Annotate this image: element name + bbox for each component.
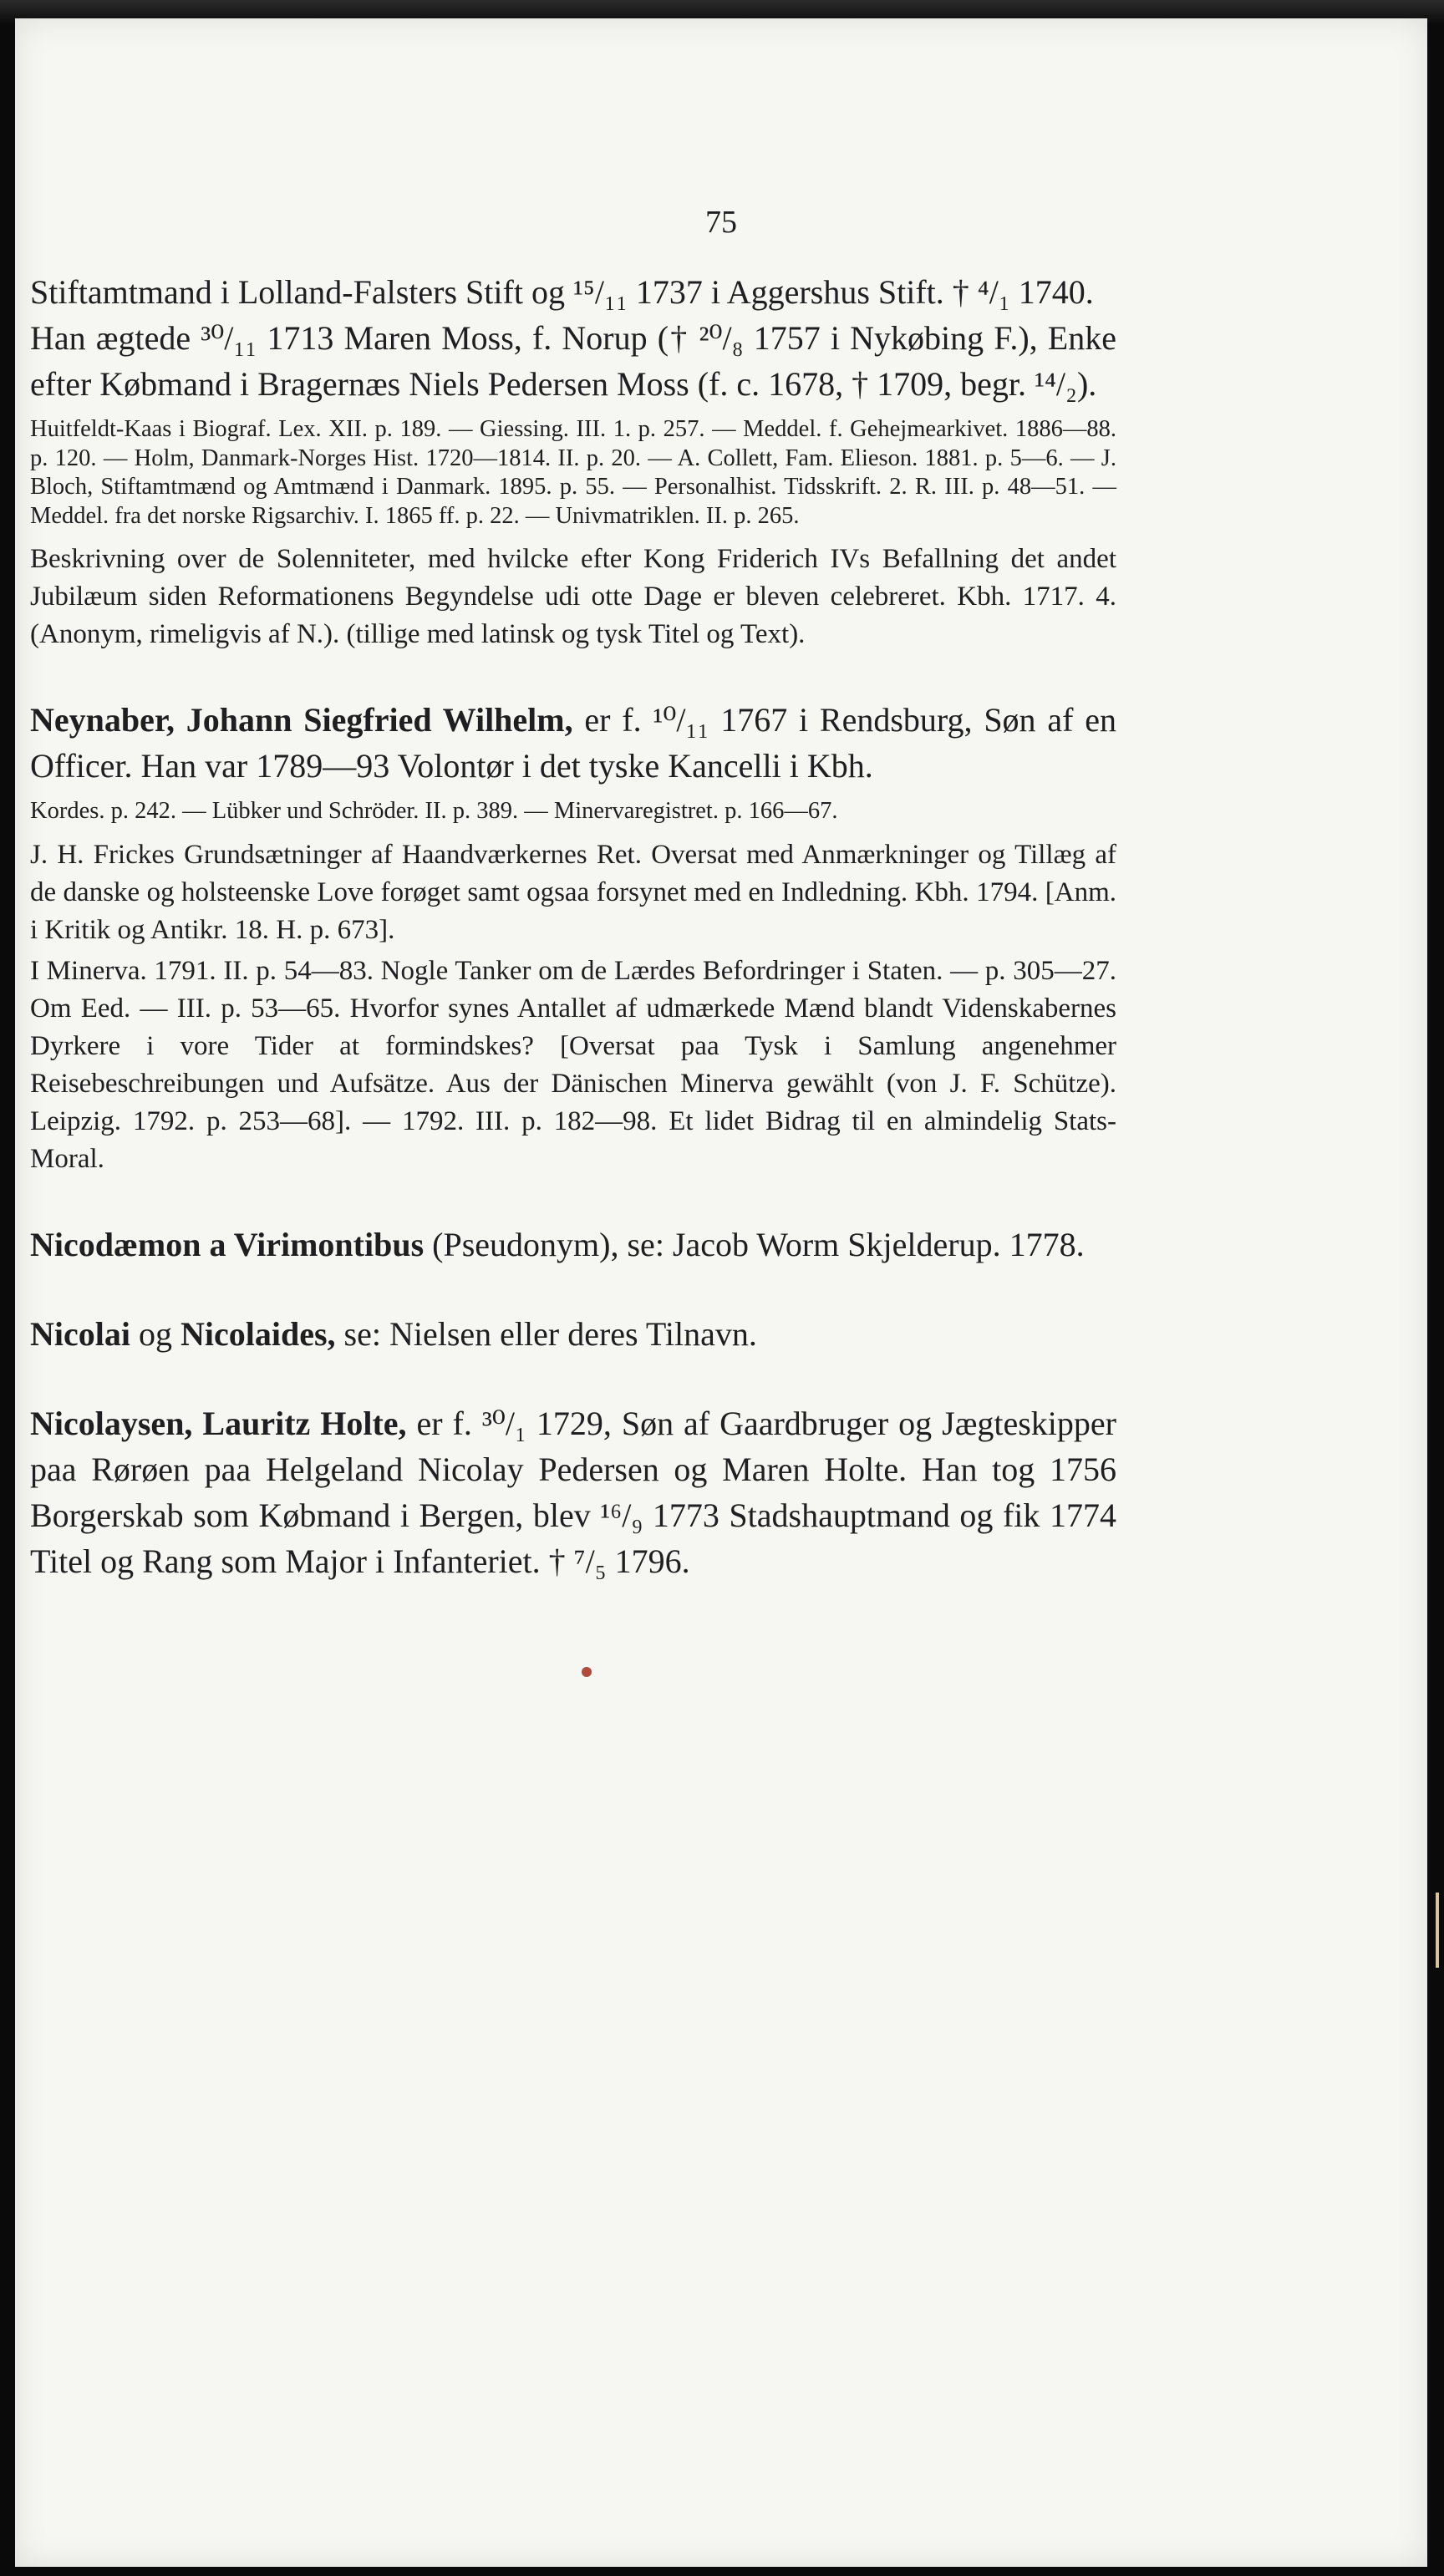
entry-connector: og bbox=[138, 1314, 172, 1353]
page-number: 75 bbox=[705, 205, 737, 240]
book-page bbox=[15, 18, 1427, 2567]
entry-continuation bbox=[30, 269, 1116, 653]
entry-text: Stiftamtmand i Lolland-Falsters Stift og ¹⁵/₁₁ 1737 i Aggershus Stift. † ⁴/₁ 1740. bbox=[30, 273, 1094, 311]
entry-nicolai bbox=[30, 1311, 1116, 1357]
entry-nicolaysen bbox=[30, 1400, 1116, 1584]
entry-text bbox=[30, 1222, 1116, 1268]
page-edge-mark bbox=[1436, 1893, 1439, 1968]
entry-text bbox=[30, 1400, 1116, 1584]
entry-text bbox=[30, 697, 1116, 789]
marriage-text: Han ægtede ³⁰/₁₁ 1713 Maren Moss, f. Norup († ²⁰/₈ 1757 i Nykøbing F.), Enke efter Købmand i Bragernæs Niels Pedersen Moss (f. c. 1678, † 1709, begr. ¹⁴/₂). bbox=[30, 319, 1116, 403]
work-item: Beskrivning over de Solenniteter, med hvilcke efter Kong Friderich IVs Befallning det andet Jubilæum siden Reformationens Begyndelse udi otte Dage er bleven celebreret. Kbh. 1717. 4. (Anonym, rimeligvis af N.). (tillige med latinsk og tysk Titel og Text). bbox=[30, 544, 1116, 649]
page-content bbox=[30, 269, 1116, 1584]
entry-body: (Pseudonym), se: Jacob Worm Skjelderup. 1778. bbox=[432, 1225, 1085, 1263]
work-item: I Minerva. 1791. II. p. 54—83. Nogle Tanker om de Lærdes Befordringer i Staten. — p. 305—27. Om Eed. — III. p. 53—65. Hvorfor synes Antallet af udmærkede Mænd blandt Videnskabernes Dyrkere i vore Tider at formindskes? [Oversat paa Tysk i Samlung angenehmer Reisebeschreibungen und Aufsätze. Aus der Dänischen Minerva gewählt (von J. F. Schütze). Leipzig. 1792. p. 253—68]. — 1792. III. p. 182—98. Et lidet Bidrag til en almindelig Stats-Moral. bbox=[30, 955, 1116, 1174]
references: Huitfeldt-Kaas i Biograf. Lex. XII. p. 189. — Giessing. III. 1. p. 257. — Meddel. f. Gehejmearkivet. 1886—88. p. 120. — Holm, Danmark-Norges Hist. 1720—1814. II. p. 20. — A. Collett, Fam. Elieson. 1881. p. 5—6. — J. Bloch, Stiftamtmænd og Amtmænd i Danmark. 1895. p. 55. — Personalhist. Tidsskrift. 2. R. III. p. 48—51. — Meddel. fra det norske Rigsarchiv. I. 1865 ff. p. 22. — Univmatriklen. II. p. 265. bbox=[30, 416, 1116, 529]
entry-name: Nicolaysen, Lauritz Holte, bbox=[30, 1404, 407, 1442]
work-item: J. H. Frickes Grundsætninger af Haandværkernes Ret. Oversat med Anmærkninger og Tillæg af de danske og holsteenske Love forøget samt ogsaa forsynet med en Indledning. Kbh. 1794. [Anm. i Kritik og Antikr. 18. H. p. 673]. bbox=[30, 839, 1116, 945]
entry-nicodaemon bbox=[30, 1222, 1116, 1268]
entry-body: se: Nielsen eller deres Tilnavn. bbox=[343, 1314, 757, 1353]
entry-body: er f. ³⁰/₁ 1729, Søn af Gaardbruger og Jægteskipper paa Rørøen paa Helgeland Nicolay Pedersen og Maren Holte. Han tog 1756 Borgerskab som Købmand i Bergen, blev ¹⁶/₉ 1773 Stadshauptmand og fik 1774 Titel og Rang som Major i Infanteriet. † ⁷/₅ 1796. bbox=[30, 1404, 1116, 1580]
references: Kordes. p. 242. — Lübker und Schröder. II. p. 389. — Minervaregistret. p. 166—67. bbox=[30, 798, 838, 824]
entry-name: Nicolai bbox=[30, 1314, 130, 1353]
entry-name: Neynaber, Johann Siegfried Wilhelm, bbox=[30, 701, 573, 739]
entry-name: Nicodæmon a Virimontibus bbox=[30, 1225, 425, 1263]
ink-dot-mark bbox=[582, 1667, 592, 1677]
entry-neynaber bbox=[30, 697, 1116, 1178]
entry-body: er f. ¹⁰/₁₁ 1767 i Rendsburg, Søn af en Officer. Han var 1789—93 Volontør i det tyske Kancelli i Kbh. bbox=[30, 701, 1116, 785]
entry-name-2: Nicolaides, bbox=[180, 1314, 336, 1353]
entry-text bbox=[30, 1311, 1116, 1357]
